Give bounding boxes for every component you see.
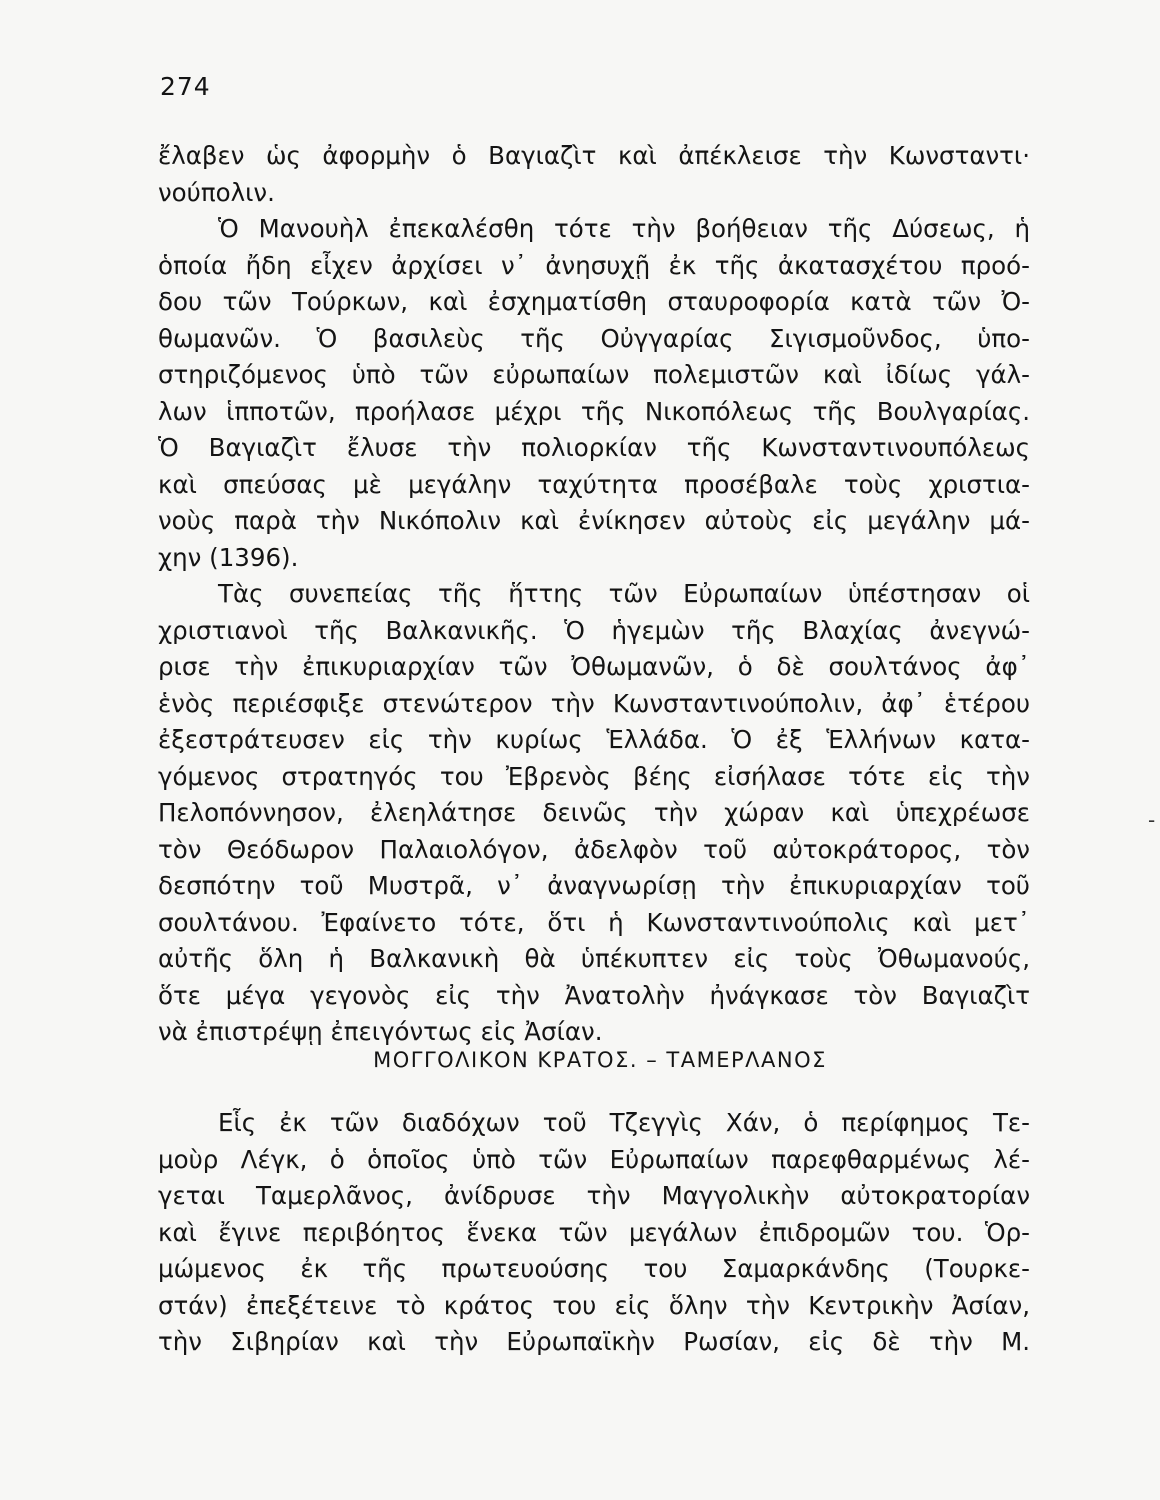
text-line: ἐξεστράτευσεν εἰς τὴν κυρίως Ἑλλάδα. Ὁ ἐξ Ἑλλήνων κατα-	[158, 725, 1030, 754]
text-line: χριστιανοὶ τῆς Βαλκανικῆς. Ὁ ἡγεμὼν τῆς Βλαχίας ἀνεγνώ-	[158, 615, 1030, 645]
text-line: τὸν Θεόδωρον Παλαιολόγον, ἀδελφὸν τοῦ αὐτοκράτορος, τὸν	[158, 834, 1030, 864]
text-line: Τὰς συνεπείας τῆς ἥττης τῶν Εὐρωπαίων ὑπέστησαν οἱ	[218, 579, 1030, 608]
text-line: ἑνὸς περιέσφιξε στενώτερον τὴν Κωνσταντινούπολιν, ἀφ᾽ ἑτέρου	[158, 688, 1030, 718]
text-line: γεται Ταμερλᾶνος, ἀνίδρυσε τὴν Μαγγολικὴν αὐτοκρατορίαν	[158, 1181, 1030, 1210]
text-line: σουλτάνου. Ἐφαίνετο τότε, ὅτι ἡ Κωνσταντινούπολις καὶ μετ᾽	[158, 907, 1030, 937]
text-line: γόμενος στρατηγός του Ἐβρενὸς βέης εἰσήλασε τότε εἰς τὴν	[158, 761, 1030, 791]
margin-mark: -	[1148, 808, 1156, 832]
text-line: τὴν Σιβηρίαν καὶ τὴν Εὐρωπαϊκὴν Ρωσίαν, εἰς δὲ τὴν Μ.	[158, 1327, 1030, 1356]
text-line: ὁποία ἤδη εἶχεν ἀρχίσει ν᾽ ἀνησυχῇ ἐκ τῆς ἀκατασχέτου προό-	[158, 250, 1030, 280]
text-line: αὐτῆς ὅλη ἡ Βαλκανικὴ θὰ ὑπέκυπτεν εἰς τοὺς Ὀθωμανούς,	[158, 944, 1030, 973]
text-line: χην (1396).	[158, 542, 299, 572]
text-line: ὅτε μέγα γεγονὸς εἰς τὴν Ἀνατολὴν ἠνάγκασε τὸν Βαγιαζὶτ	[158, 980, 1030, 1010]
text-line: λων ἱπποτῶν, προήλασε μέχρι τῆς Νικοπόλεως τῆς Βουλγαρίας.	[158, 396, 1030, 426]
text-line: Ὁ Βαγιαζὶτ ἔλυσε τὴν πολιορκίαν τῆς Κωνσταντινουπόλεως	[158, 433, 1030, 462]
text-line: νὰ ἐπιστρέψῃ ἐπειγόντως εἰς Ἀσίαν.	[158, 1017, 603, 1046]
text-line: νοὺς παρὰ τὴν Νικόπολιν καὶ ἐνίκησεν αὐτοὺς εἰς μεγάλην μά-	[158, 506, 1030, 535]
section-heading: ΜΟΓΓΟΛΙΚΟΝ ΚΡΑΤΟΣ. – ΤΑΜΕΡΛΑΝΟΣ	[373, 1048, 827, 1072]
text-line: Ὁ Μανουὴλ ἐπεκαλέσθη τότε τὴν βοήθειαν τῆς Δύσεως, ἡ	[218, 214, 1030, 243]
text-line: μώμενος ἐκ τῆς πρωτευούσης του Σαμαρκάνδης (Τουρκε-	[158, 1254, 1030, 1283]
text-line: Εἷς ἐκ τῶν διαδόχων τοῦ Τζεγγὶς Χάν, ὁ περίφημος Τε-	[218, 1108, 1030, 1137]
text-line: ρισε τὴν ἐπικυριαρχίαν τῶν Ὀθωμανῶν, ὁ δὲ σουλτάνος ἀφ᾽	[158, 652, 1030, 681]
text-line: στάν) ἐπεξέτεινε τὸ κράτος του εἰς ὅλην τὴν Κεντρικὴν Ἀσίαν,	[158, 1290, 1030, 1320]
text-line: καὶ ἔγινε περιβόητος ἕνεκα τῶν μεγάλων ἐπιδρομῶν του. Ὁρ-	[158, 1217, 1030, 1247]
text-line: ἔλαβεν ὡς ἀφορμὴν ὁ Βαγιαζὶτ καὶ ἀπέκλεισε τὴν Κωνσταντι·	[158, 141, 1030, 170]
text-line: καὶ σπεύσας μὲ μεγάλην ταχύτητα προσέβαλε τοὺς χριστια-	[158, 469, 1030, 499]
text-line: μοὺρ Λέγκ, ὁ ὁποῖος ὑπὸ τῶν Εὐρωπαίων παρεφθαρμένως λέ-	[158, 1144, 1030, 1174]
text-line: δεσπότην τοῦ Μυστρᾶ, ν᾽ ἀναγνωρίσῃ τὴν ἐπικυριαρχίαν τοῦ	[158, 871, 1030, 900]
text-line: στηριζόμενος ὑπὸ τῶν εὐρωπαίων πολεμιστῶν καὶ ἰδίως γάλ-	[158, 360, 1030, 389]
text-line: νούπολιν.	[158, 177, 275, 207]
text-line: Πελοπόννησον, ἐλεηλάτησε δεινῶς τὴν χώραν καὶ ὑπεχρέωσε	[158, 798, 1030, 827]
text-line: θωμανῶν. Ὁ βασιλεὺς τῆς Οὐγγαρίας Σιγισμοῦνδος, ὑπο-	[158, 323, 1030, 353]
section-text	[158, 1105, 1030, 1361]
text-line: δου τῶν Τούρκων, καὶ ἐσχηματίσθη σταυροφορία κατὰ τῶν Ὀ-	[158, 287, 1030, 316]
body-text	[158, 138, 1030, 1051]
page-number: 274	[160, 72, 211, 101]
